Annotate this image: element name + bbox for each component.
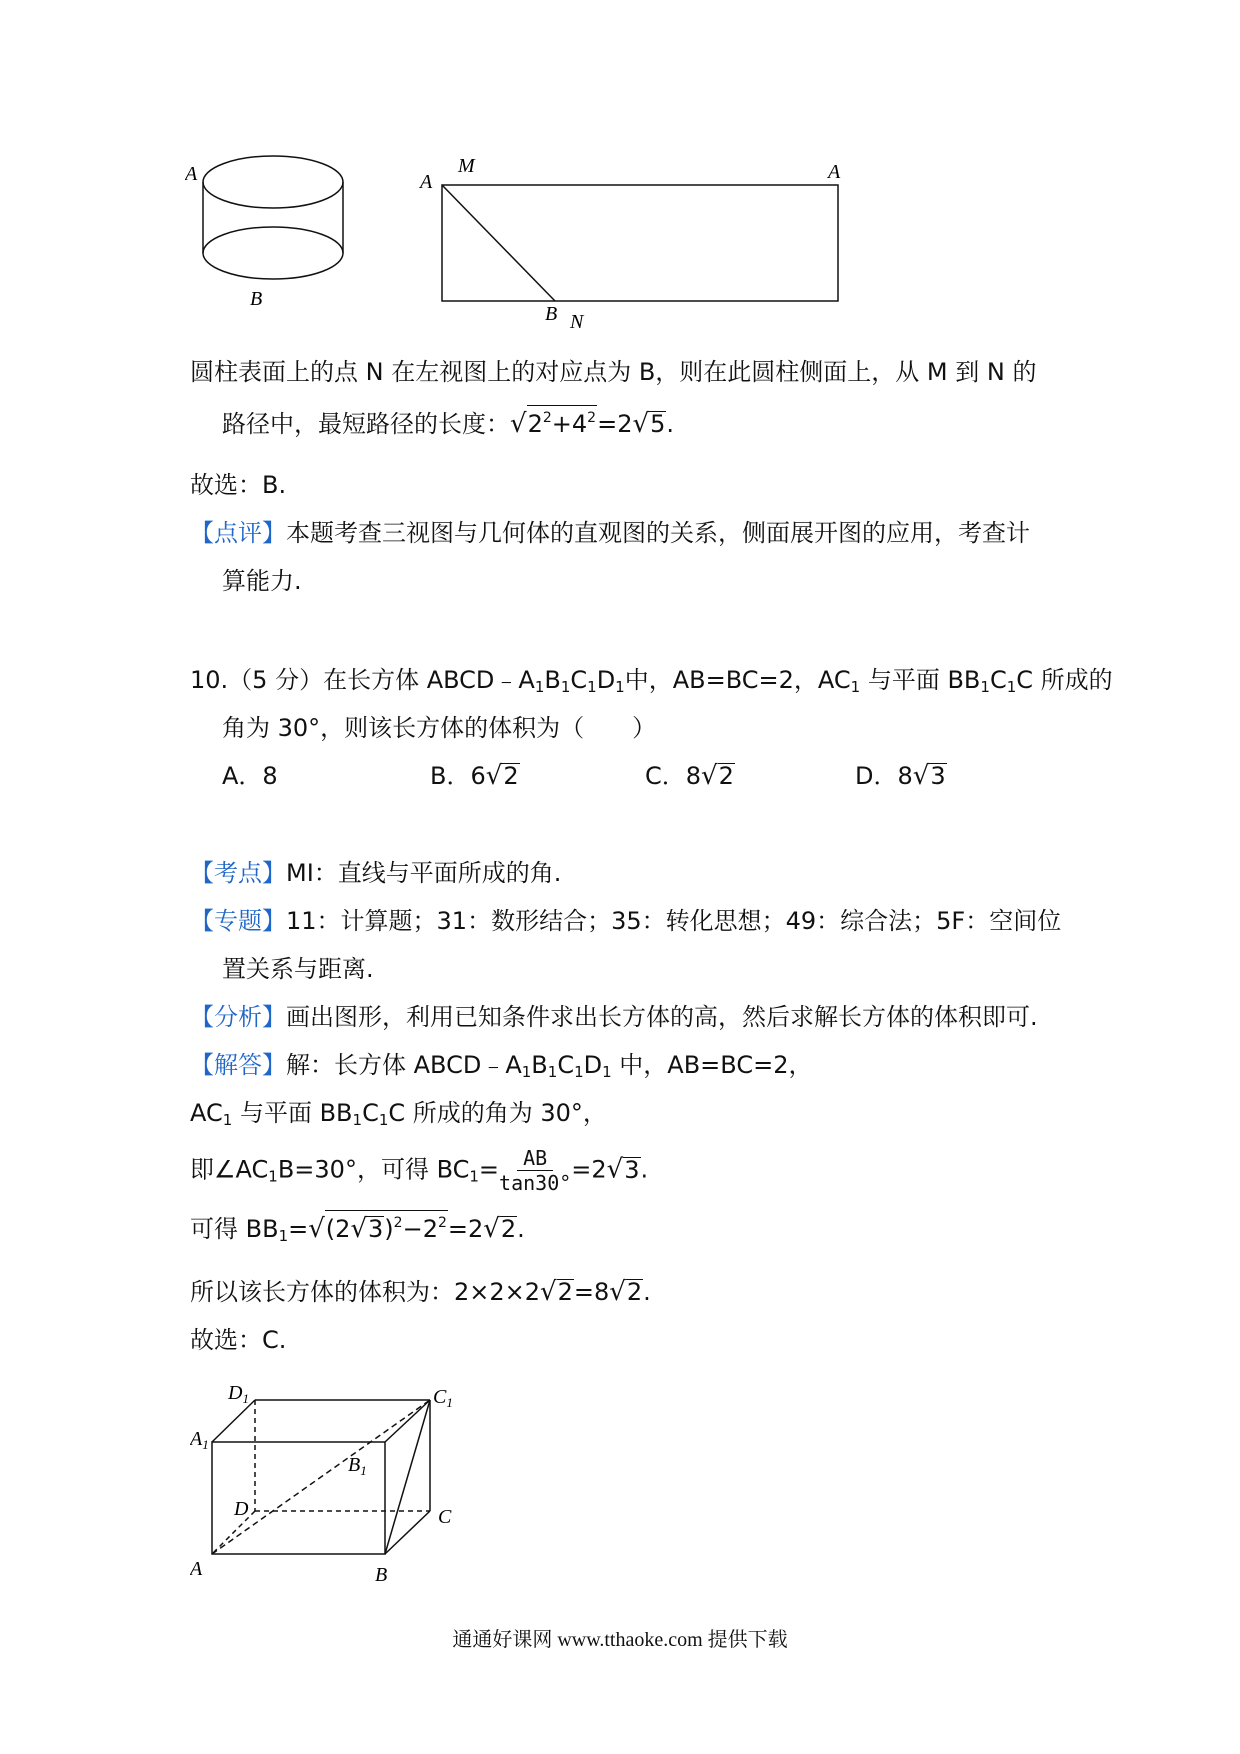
cylinder-label-b: B (250, 288, 263, 310)
q10-fenxi: 【分析】画出图形，利用已知条件求出长方体的高，然后求解长方体的体积即可. (190, 1003, 1038, 1031)
unfold-label-n: N (570, 311, 584, 333)
q10-stem-line2: 角为 30°，则该长方体的体积为（ ） (222, 714, 657, 742)
cuboid-label-d: D (234, 1498, 249, 1520)
q10-zhuanti: 【专题】11：计算题；31：数形结合；35：转化思想；49：综合法；5F：空间位 (190, 907, 1062, 935)
page-footer: 通通好课网 www.tthaoke.com 提供下载 (452, 1629, 788, 1651)
q9-text-line1: 圆柱表面上的点 N 在左视图上的对应点为 B，则在此圆柱侧面上，从 M 到 N 的 (190, 358, 1037, 386)
q10-zhuanti-cont: 置关系与距离. (222, 955, 374, 983)
q10-ac1-line: $AC_1$ 与平面 $BB_1C_1C$ 所成的角为 30°， (190, 1099, 607, 1129)
cylinder-figure (185, 150, 375, 315)
q10-kaodian: 【考点】MI：直线与平面所成的角. (190, 859, 562, 887)
unfolded-surface-figure (410, 150, 860, 335)
cuboid-label-b1: $B_1$ (348, 1454, 367, 1478)
q10-angle-line: 即$\angle AC_1B=30^\circ$，可得 $BC_1=$ $\frac{AB}{\tan 30^\circ}$ =2√3. (190, 1146, 649, 1195)
cuboid-label-c: C (438, 1506, 452, 1528)
q10-option-a: A．8 (222, 762, 278, 790)
unfold-label-a-left: A (420, 171, 433, 193)
q10-bb1-line: 可得 $BB_1=√(2√3)^2-2^2=2√2$. (190, 1210, 525, 1253)
cuboid-label-a1: $A_1$ (190, 1428, 209, 1452)
cuboid-label-b: B (375, 1564, 388, 1585)
unfold-label-b: B (545, 303, 558, 325)
q9-review: 【点评】本题考查三视图与几何体的直观图的关系，侧面展开图的应用，考查计 (190, 519, 1030, 547)
q9-answer: 故选：B. (190, 471, 287, 499)
q10-option-c: C．8√2 (645, 761, 734, 791)
cylinder-label-a: A (185, 163, 198, 185)
q10-jieda: 【解答】解：长方体 $ABCD﹣A_1B_1C_1D_1$ 中，AB=BC=2， (190, 1051, 813, 1081)
cuboid-figure (190, 1385, 470, 1585)
unfold-label-m: M (458, 155, 475, 177)
cuboid-label-d1: $D_1$ (228, 1385, 249, 1406)
q10-option-d: D．8√3 (855, 761, 946, 791)
q10-stem-line1: 10.（5 分）在长方体 $ABCD﹣A_1B_1C_1D_1$中，AB=BC=2，$AC_1$ 与平面 $BB_1C_1C$ 所成的 (190, 666, 1113, 696)
q9-text-line2: 路径中，最短路径的长度：$√2^2+4^2=2√5$. (222, 405, 674, 441)
q10-volume-line: 所以该长方体的体积为：2×2×2√2=8√2. (190, 1277, 651, 1307)
q10-answer: 故选：C. (190, 1326, 287, 1354)
unfold-label-a-right: A (828, 161, 841, 183)
cuboid-label-c1: $C_1$ (433, 1386, 453, 1410)
cuboid-label-a: A (190, 1558, 203, 1580)
q9-review-cont: 算能力. (222, 567, 302, 595)
q10-option-b: B．6√2 (430, 761, 519, 791)
